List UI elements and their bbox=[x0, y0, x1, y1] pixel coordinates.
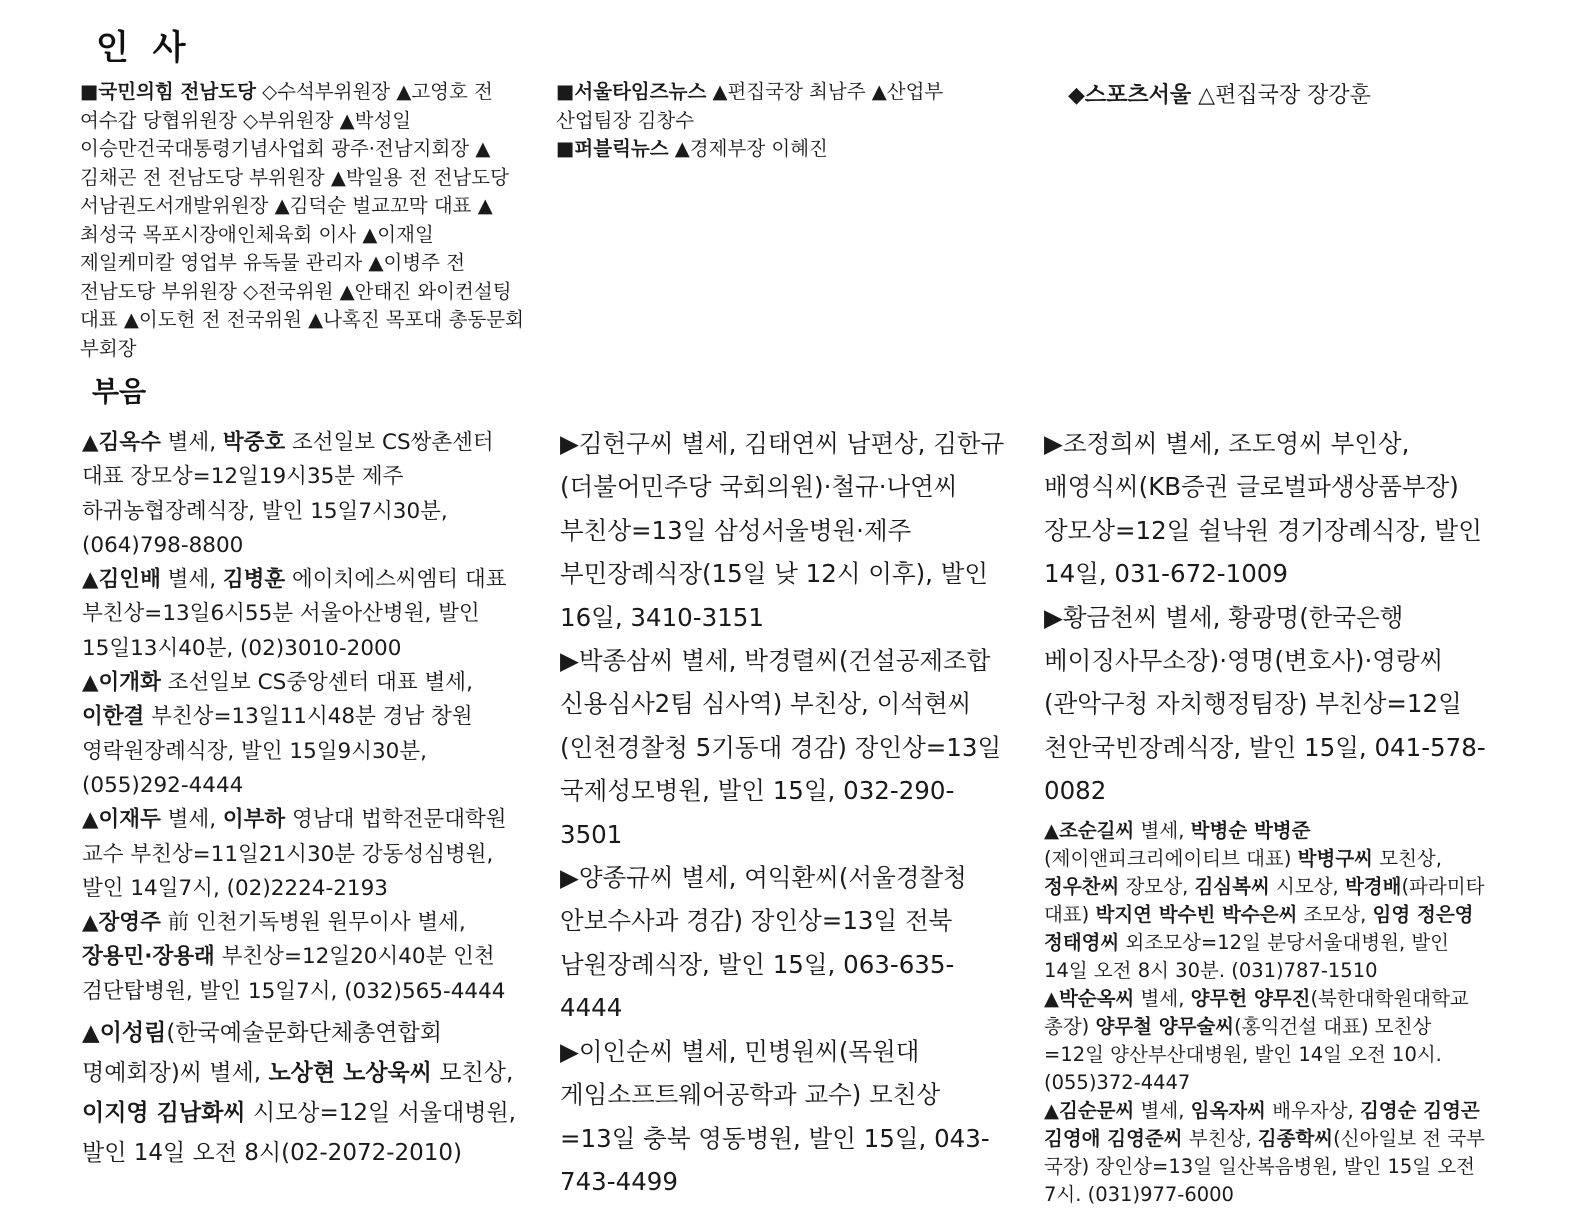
entry-text: 별세, bbox=[1134, 1098, 1191, 1122]
personnel-column-3 bbox=[1068, 82, 1488, 111]
family-name: 박병순 박병준 bbox=[1190, 818, 1311, 842]
family-name: 이지영 김남화씨 bbox=[82, 1100, 246, 1127]
entry-text: 별세, bbox=[160, 430, 223, 455]
obituary-column-1 bbox=[82, 426, 528, 1173]
entry-text: 외조모상=12일 분당서울대병원, 발인 14일 오전 8시 30분. (031)787-1510 bbox=[1044, 930, 1450, 982]
obituary-entry: ▶김헌구씨 별세, 김태연씨 남편상, 김한규(더불어민주당 국회의원)·철규·나연씨 부친상=13일 삼성서울병원·제주 부민장례식장(15일 낮 12시 이후), 발인 16일, 3410-3151 bbox=[560, 429, 1005, 632]
family-name: 노상현 노상욱씨 bbox=[268, 1060, 432, 1087]
family-name: 김영순 김영곤 김영애 김영준씨 bbox=[1044, 1098, 1480, 1150]
organization-name: ■서울타임즈뉴스 bbox=[556, 80, 707, 103]
family-name: 이한결 bbox=[82, 704, 145, 730]
family-name: 박중호 bbox=[222, 430, 286, 455]
entry-text: 부친상, bbox=[1182, 1126, 1258, 1150]
personnel-entry bbox=[556, 78, 1006, 135]
organization-name: ◆스포츠서울 bbox=[1068, 83, 1192, 108]
personnel-column-2 bbox=[556, 78, 1006, 164]
family-name: 양무헌 양무진 bbox=[1190, 986, 1311, 1010]
entry-text: ◇수석부위원장 ▲고영호 전 여수갑 당협위원장 ◇부위원장 ▲박성일 이승만건국대통령기념사업회 광주·전남지회장 ▲김채곤 전 전남도당 부위원장 ▲박일용 전 전남도당 서남권도서개발위원장 ▲김덕순 벌교꼬막 대표 ▲최성국 목포시장애인체육회 이사 ▲이재일 제일케미칼 영업부 유독물 관리자 ▲이병주 전 전남도당 부위원장 ◇전국위원 ▲안태진 와이컨설팅 대표 ▲이도헌 전 전국위원 ▲나혹진 목포대 총동문회 부회장 bbox=[80, 80, 524, 360]
organization-name: ■퍼블릭뉴스 bbox=[556, 137, 669, 160]
entry-text: (한국예술문화단체총연합회 명예회장)씨 별세, bbox=[82, 1020, 442, 1087]
entry-text: 조모상, bbox=[1297, 902, 1373, 926]
personnel-column-1 bbox=[80, 78, 528, 363]
entry-text: 시모상, bbox=[1269, 874, 1345, 898]
entry-text: ▲편집국장 최남주 ▲산업부 산업팀장 김창수 bbox=[556, 80, 944, 132]
family-name: 김종학씨 bbox=[1257, 1126, 1334, 1150]
entry-text: 장모상, bbox=[1119, 874, 1195, 898]
entry-text: (파라미타 대표) bbox=[1044, 874, 1485, 926]
entry-text: 별세, bbox=[160, 807, 223, 833]
family-name: 정우찬씨 bbox=[1044, 874, 1120, 898]
entry-text: 별세, bbox=[160, 567, 223, 593]
family-name: 장용민·장용래 bbox=[82, 944, 215, 970]
entry-text: 부친상=13일11시48분 경남 창원 영락원장례식장, 발인 15일9시30분, (055)292-4444 bbox=[82, 704, 473, 798]
entry-text: 시모상=12일 서울대병원, 발인 14일 오전 8시(02-2072-2010) bbox=[82, 1100, 516, 1167]
family-name: 임옥자씨 bbox=[1190, 1098, 1266, 1122]
entry-text: 모친상, bbox=[1373, 846, 1442, 870]
deceased-name: ▲박순옥씨 bbox=[1044, 986, 1135, 1010]
entry-text: 조선일보 CS중앙센터 대표 별세, bbox=[160, 670, 473, 696]
entry-text: 부친상=12일20시40분 인천 검단탑병원, 발인 15일7시, (032)565-4444 bbox=[82, 944, 506, 1004]
obituary-entry bbox=[82, 666, 528, 803]
deceased-name: ▲이재두 bbox=[82, 807, 161, 833]
deceased-name: ▲이성림 bbox=[82, 1020, 167, 1047]
entry-text: (제이앤피크리에이티브 대표) bbox=[1044, 846, 1298, 870]
personnel-entry bbox=[1068, 82, 1488, 111]
deceased-name: ▲김순문씨 bbox=[1044, 1098, 1135, 1122]
family-name: 김병훈 bbox=[222, 567, 286, 593]
family-name: 이부하 bbox=[222, 807, 286, 833]
entry-text: 별세, bbox=[1134, 818, 1191, 842]
entry-text: (북한대학원대학교 총장) bbox=[1044, 986, 1469, 1038]
obituary-entry bbox=[1044, 1097, 1490, 1209]
family-name: 임영 정은영 정태영씨 bbox=[1044, 902, 1474, 954]
obituary-entry: ▶박종삼씨 별세, 박경렬씨(건설공제조합 신용심사2팀 심사역) 부친상, 이석현씨(인천경찰청 5기동대 경감) 장인상=13일 국제성모병원, 발인 15일, 032-290-3501 bbox=[560, 646, 1002, 849]
obituary-entry bbox=[1044, 817, 1490, 985]
entry-text: 별세, bbox=[1134, 986, 1191, 1010]
entry-text: (신아일보 전 국부 국장) 장인상=13일 일산복음병원, 발인 15일 오전 7시. (031)977-6000 bbox=[1044, 1126, 1485, 1206]
entry-text: 前 인천기독병원 원무이사 별세, bbox=[160, 910, 466, 936]
entry-text: △편집국장 장강훈 bbox=[1191, 83, 1371, 108]
obituary-section-title: 부음 bbox=[92, 375, 147, 408]
entry-text: (홍익건설 대표) 모친상=12일 양산부산대병원, 발인 14일 오전 10시. (055)372-4447 bbox=[1044, 1014, 1442, 1094]
obituary-entry bbox=[82, 906, 528, 1009]
obituary-entry: ▶이인순씨 별세, 민병원씨(목원대 게임소프트웨어공학과 교수) 모친상=13일 충북 영동병원, 발인 15일, 043-743-4499 bbox=[560, 1036, 990, 1196]
obituary-entry bbox=[82, 563, 528, 666]
entry-text: ▲경제부장 이혜진 bbox=[668, 137, 828, 160]
obituary-entry bbox=[1044, 985, 1490, 1097]
family-name: 박지연 박수빈 박수은씨 bbox=[1095, 902, 1298, 926]
entry-text: 조선일보 CS쌍촌센터 대표 장모상=12일19시35분 제주 하귀농협장례식장, 발인 15일7시30분, (064)798-8800 bbox=[82, 430, 494, 558]
obituary-column-3 bbox=[1044, 422, 1490, 1209]
obituary-entry bbox=[82, 803, 528, 906]
obituary-entry: ▶조정희씨 별세, 조도영씨 부인상, 배영식씨(KB증권 글로벌파생상품부장) 장모상=12일 쉴낙원 경기장례식장, 발인 14일, 031-672-1009 bbox=[1044, 429, 1482, 589]
obituary-entry bbox=[82, 1013, 528, 1173]
personnel-entry bbox=[556, 135, 1006, 164]
personnel-entry bbox=[80, 78, 528, 363]
entry-text: 배우자상, bbox=[1266, 1098, 1360, 1122]
deceased-name: ▲김옥수 bbox=[82, 430, 161, 455]
obituary-column-2 bbox=[560, 422, 1010, 1203]
entry-text: 에이치에스씨엠티 대표 부친상=13일6시55분 서울아산병원, 발인 15일13시40분, (02)3010-2000 bbox=[82, 567, 507, 661]
personnel-section-title: 인 사 bbox=[96, 28, 192, 68]
deceased-name: ▲장영주 bbox=[82, 910, 161, 936]
family-name: 김심복씨 bbox=[1194, 874, 1270, 898]
deceased-name: ▲조순길씨 bbox=[1044, 818, 1135, 842]
obituary-entry: ▶황금천씨 별세, 황광명(한국은행 베이징사무소장)·영명(변호사)·영랑씨(관악구청 자치행정팀장) 부친상=12일 천안국빈장례식장, 발인 15일, 041-578-0082 bbox=[1044, 602, 1486, 806]
organization-name: ■국민의힘 전남도당 bbox=[80, 80, 256, 103]
entry-text: 영남대 법학전문대학원 교수 부친상=11일21시30분 강동성심병원, 발인 14일7시, (02)2224-2193 bbox=[82, 807, 507, 901]
obituary-entry: ▶양종규씨 별세, 여익환씨(서울경찰청 안보수사과 경감) 장인상=13일 전북 남원장례식장, 발인 15일, 063-635-4444 bbox=[560, 863, 967, 1023]
deceased-name: ▲김인배 bbox=[82, 567, 161, 593]
deceased-name: ▲이개화 bbox=[82, 670, 161, 696]
family-name: 박병구씨 bbox=[1297, 846, 1374, 870]
entry-text: 모친상, bbox=[431, 1060, 514, 1087]
family-name: 박경배 bbox=[1344, 874, 1402, 898]
family-name: 양무철 양무술씨 bbox=[1095, 1014, 1235, 1038]
obituary-entry bbox=[82, 426, 528, 563]
